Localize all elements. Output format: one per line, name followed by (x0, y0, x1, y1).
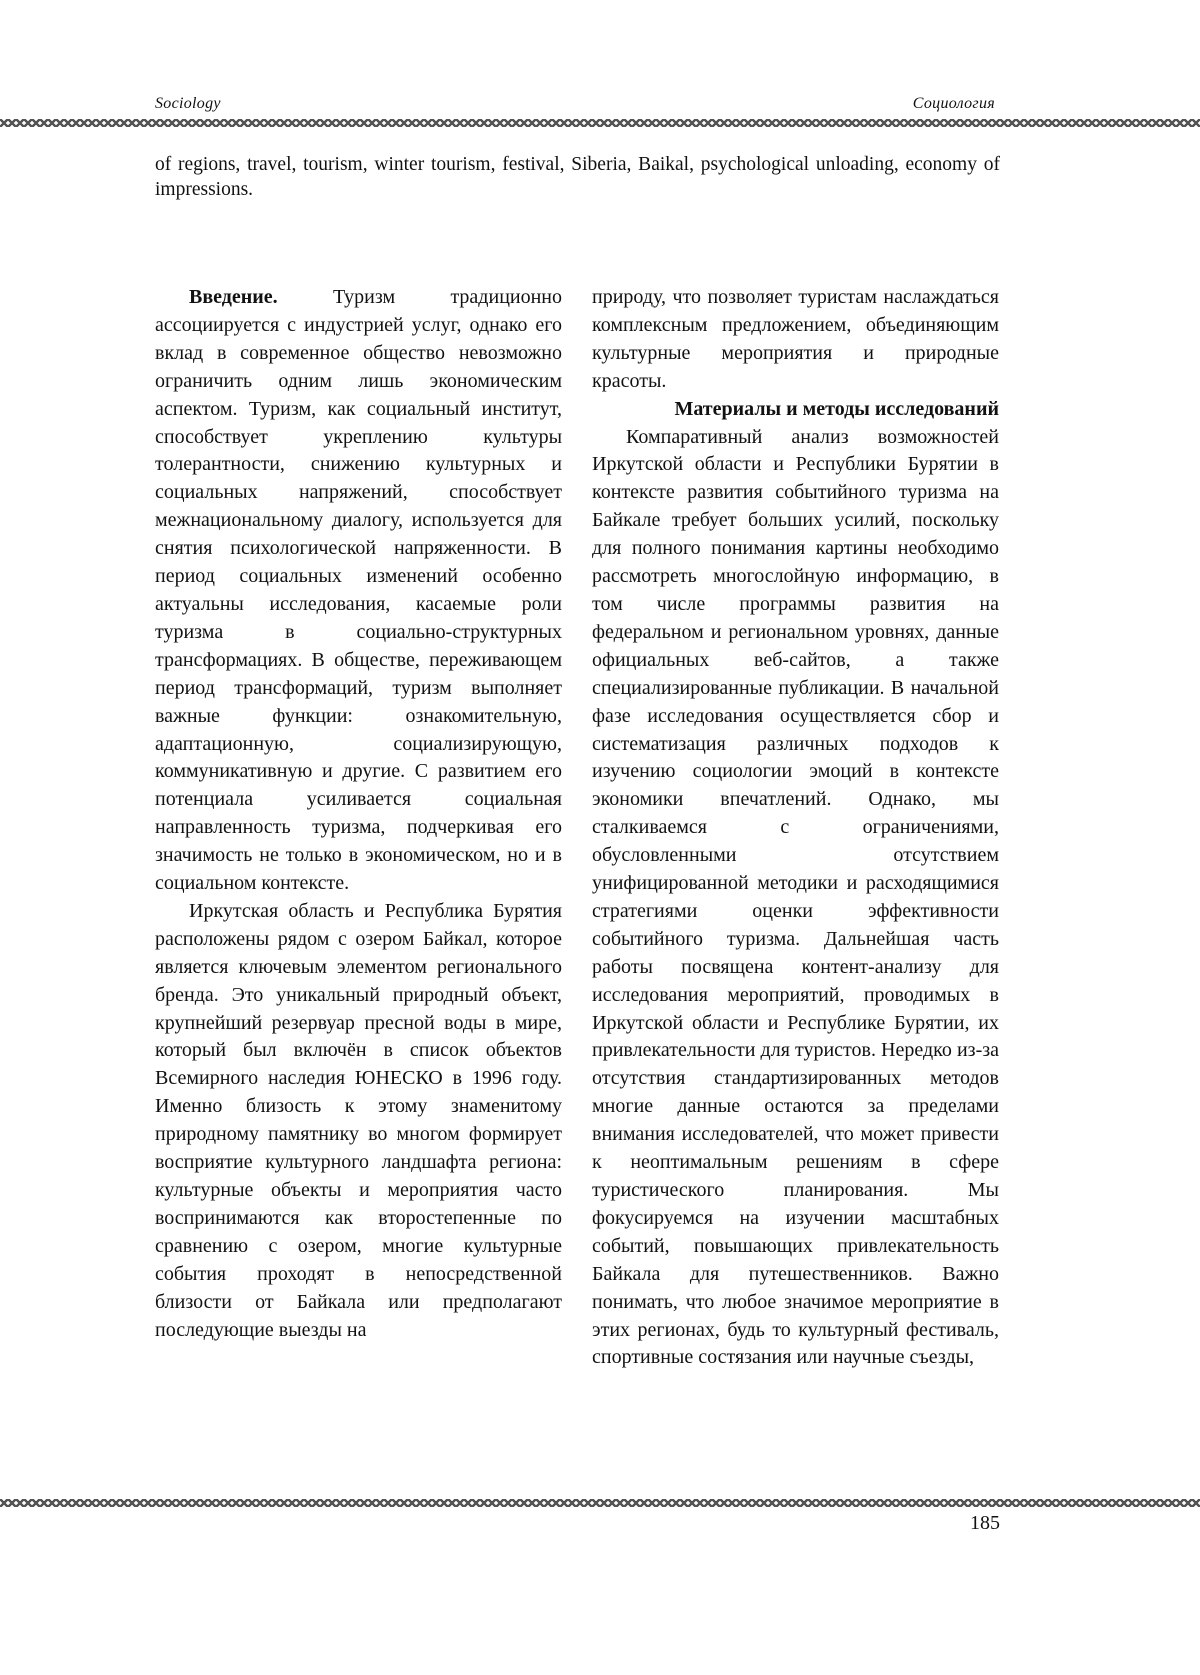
paragraph-irkutsk-buryatia: Иркутская область и Республика Бурятия расположены рядом с озером Байкал, которое является ключевым элементом регионального бренда. Это уникальный природный объект, крупнейший резервуар пресной воды в мире, который был включён в список объектов Всемирного наследия ЮНЕСКО в 1996 году. Именно близость к этому знаменитому природному памятнику во многом формирует восприятие культурного ландшафта региона: культурные объекты и мероприятия часто воспринимаются как второстепенные по сравнению с озером, многие культурные события проходят в непосредственной близости от Байкала или предполагают последующие выезды на (155, 899, 562, 1341)
bottom-ornament-rule (0, 1498, 1200, 1508)
intro-label: Введение. (189, 286, 278, 308)
header-left: Sociology (155, 95, 221, 112)
header-right: Социология (912, 95, 995, 112)
running-header (155, 95, 995, 113)
top-ornament-rule (0, 118, 1200, 128)
keywords-continuation: of regions, travel, tourism, winter tourism, festival, Siberia, Baikal, psychological unloading, economy of impressions. (155, 154, 1000, 200)
right-column (592, 284, 999, 1372)
continuation-paragraph: природу, что позволяет туристам наслаждаться комплексным предложением, объединяющим культурные мероприятия и природные красоты. (592, 286, 999, 392)
page-number: 185 (970, 1512, 1000, 1534)
section-title: Материалы и методы исследований (674, 397, 999, 420)
intro-text: Туризм традиционно ассоциируется с индустрией услуг, однако его вклад в современное общество невозможно ограничить одним лишь экономическим аспектом. Туризм, как социальный институт, способствует укреплению культуры толерантности, снижению культурных и социальных напряжений, способствует межнациональному диалогу, используется для снятия психологической напряженности. В период социальных изменений особенно актуальны исследования, касаемые роли туризма в социально-структурных трансформациях. В обществе, переживающем период трансформаций, туризм выполняет важные функции: ознакомительную, адаптационную, социализирующую, коммуникативную и другие. С развитием его потенциала усиливается социальная направленность туризма, подчеркивая его значимость не только в экономическом, но и в социальном контексте. (155, 286, 562, 895)
intro-paragraph (155, 284, 562, 898)
left-column (155, 284, 562, 1344)
methods-paragraph: Компаративный анализ возможностей Иркутской области и Республики Бурятии в контексте развития событийного туризма на Байкале требует больших усилий, поскольку для полного понимания картины необходимо рассмотреть многослойную информацию, в том числе программы развития на федеральном и региональном уровнях, данные официальных веб-сайтов, а также специализированные публикации. В начальной фазе исследования осуществляется сбор и систематизация различных подходов к изучению социологии эмоций в контексте экономики впечатлений. Однако, мы сталкиваемся с ограничениями, обусловленными отсутствием унифицированной методики и расходящимися стратегиями оценки эффективности событийного туризма. Дальнейшая часть работы посвящена контент-анализу для исследования мероприятий, проводимых в Иркутской области и Республике Бурятии, их привлекательности для туристов. Нередко из-за отсутствия стандартизированных методов многие данные остаются за пределами внимания исследователей, что может привести к неоптимальным решениям в сфере туристического планирования. Мы фокусируемся на изучении масштабных событий, повышающих привлекательность Байкала для путешественников. Важно понимать, что любое значимое мероприятие в этих регионах, будь то культурный фестиваль, спортивные состязания или научные съезды, (592, 425, 999, 1369)
